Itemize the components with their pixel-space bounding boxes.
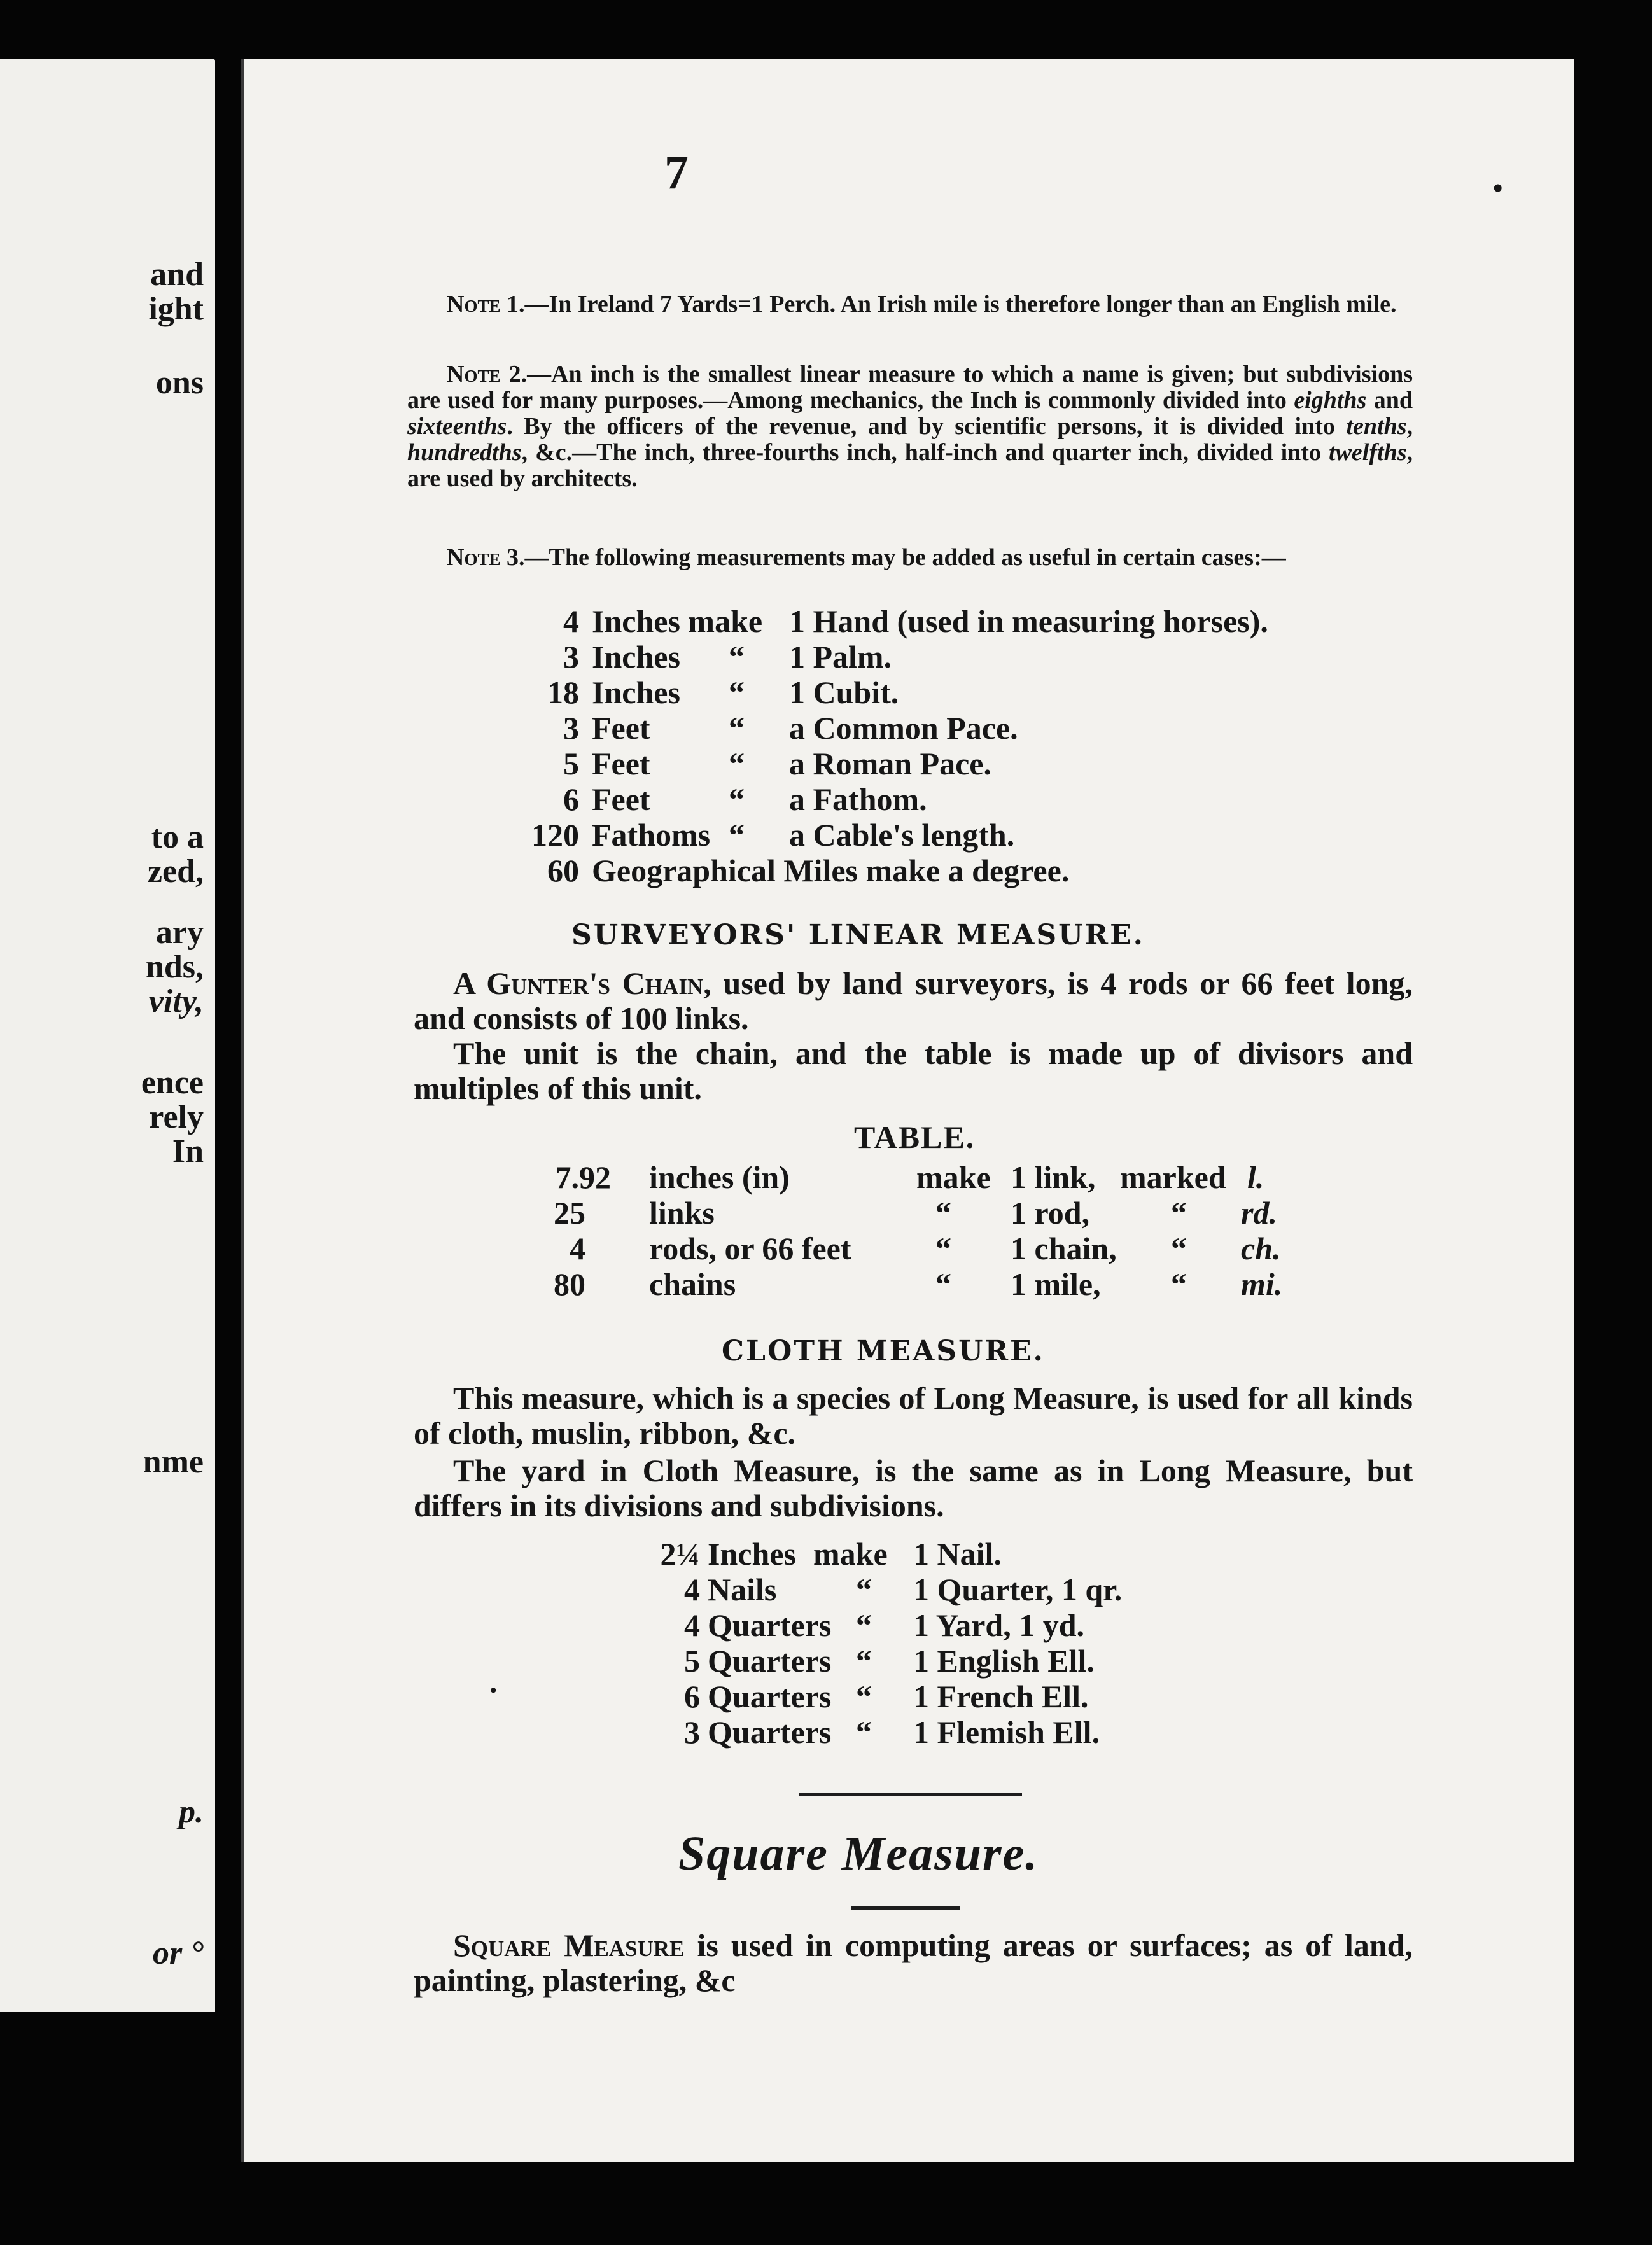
left-fragment: ons [155,365,204,401]
note-text: —An inch is the smallest linear measure to which a name is given; but subdivisions are used for many purposes.—Among mechanics, the Inch is commonly divided into [407,361,1413,414]
table-row: 3 Inches “ 1 Palm. [563,639,892,675]
section-title-square-measure: Square Measure. [678,1827,1039,1880]
square-measure-paragraph: Square Measure is used in computing areas or surfaces; as of land, painting, plastering, &c [414,1927,1413,1998]
left-fragment: nds, [145,949,204,985]
left-fragment: ary [155,914,204,951]
long-measure-table [522,603,1413,888]
table-row: 80 chains “ 1 mile, “ mi. [554,1266,1283,1302]
table-row: 60 Geographical Miles make a degree. [547,853,1070,888]
divider-rule [799,1793,1022,1796]
ink-speck: • [490,1680,497,1701]
table-row: 6 Feet “ a Fathom. [563,781,927,817]
note-label: Note 2. [447,361,528,388]
table-row: 6 Quarters “ 1 French Ell. [684,1679,1089,1714]
left-fragment: ight [148,291,204,327]
table-heading: TABLE. [854,1119,976,1155]
note-text: , [1406,413,1413,440]
table-row: 5 Quarters “ 1 English Ell. [684,1643,1095,1679]
table-row: 5 Feet “ a Roman Pace. [563,746,991,781]
left-fragment: rely [149,1099,204,1135]
page-number: 7 [664,146,689,199]
gunters-chain-term: Gunter's Chain [486,965,704,1001]
table-row: 3 Feet “ a Common Pace. [563,710,1018,746]
note-emphasis: twelfths [1329,439,1407,466]
table-row: 25 links “ 1 rod, “ rd. [554,1195,1277,1231]
left-fragment: vity, [148,983,204,1019]
square-measure-term: Square Measure [453,1927,685,1963]
left-fragment: zed, [147,853,204,890]
note-text: and [1366,387,1413,414]
left-fragment: In [172,1133,204,1170]
table-row: 7.92 inches (in) make 1 link, marked l. [555,1159,1264,1195]
left-fragment: to a [151,819,204,855]
table-row: 2¼ Inches make 1 Nail. [660,1536,1002,1572]
note-text: , &c.—The inch, three-fourths inch, half-inch and quarter inch, divided into [521,439,1329,466]
divider-rule [851,1906,960,1910]
surveyors-table [547,1159,1375,1302]
left-fragment: and [150,256,204,293]
surveyors-paragraph-1: A Gunter's Chain, used by land surveyors, is 4 rods or 66 feet long, and consists of 100 links. [414,965,1413,1036]
left-fragment: nme [143,1444,204,1480]
table-row: 3 Quarters “ 1 Flemish Ell. [684,1714,1100,1750]
note-emphasis: sixteenths [407,413,507,440]
cloth-paragraph-2: The yard in Cloth Measure, is the same as in Long Measure, but differs in its divisions and subdivisions. [414,1453,1413,1523]
left-fragment: ence [141,1065,204,1101]
table-row: 4 rods, or 66 feet “ 1 chain, “ ch. [570,1231,1281,1266]
note-1 [407,291,1413,318]
note-text: , are used by architects. [407,439,1413,492]
note-emphasis: hundredths [407,439,522,466]
note-emphasis: eighths [1294,387,1367,414]
surveyors-paragraph-2: The unit is the chain, and the table is made up of divisors and multiples of this unit. [414,1035,1413,1106]
section-heading-surveyors: SURVEYORS' LINEAR MEASURE. [571,919,1145,951]
cloth-table [655,1536,1292,1750]
table-row: 4 Nails “ 1 Quarter, 1 qr. [684,1572,1123,1607]
left-fragment: p. [179,1794,204,1830]
note-label: Note 3. [447,544,525,571]
left-fragment: or ° [152,1935,204,1971]
note-3 [407,545,1413,571]
note-text: . By the officers of the revenue, and by scientific persons, it is divided into [507,413,1347,440]
note-2 [407,361,1413,492]
table-row: 4 Inches make 1 Hand (used in measuring horses). [563,603,1268,639]
note-emphasis: tenths [1346,413,1407,440]
ink-speck: • [1493,172,1503,204]
table-row: 18 Inches “ 1 Cubit. [547,675,899,710]
section-heading-cloth: CLOTH MEASURE. [722,1335,1045,1367]
table-row: 4 Quarters “ 1 Yard, 1 yd. [684,1607,1085,1643]
table-row: 120 Fathoms “ a Cable's length. [531,817,1015,853]
cloth-paragraph-1: This measure, which is a species of Long Measure, is used for all kinds of cloth, muslin, ribbon, &c. [414,1380,1413,1451]
note-label: Note 1. [447,291,525,318]
note-text: —The following measurements may be added as useful in certain cases:— [524,544,1286,571]
note-text: —In Ireland 7 Yards=1 Perch. An Irish mile is therefore longer than an English mile. [524,291,1397,318]
left-facing-page [0,59,215,2012]
